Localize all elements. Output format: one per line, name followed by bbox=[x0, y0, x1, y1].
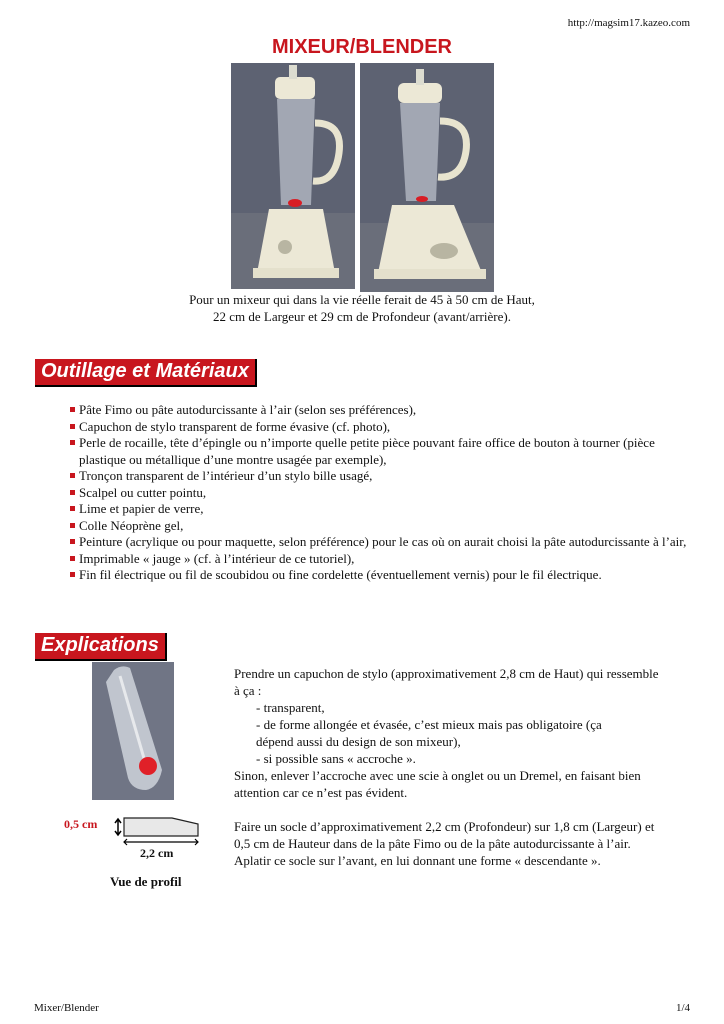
list-item: Lime et papier de verre, bbox=[70, 501, 700, 518]
page-title: MIXEUR/BLENDER bbox=[271, 36, 452, 58]
source-url: http://magsim17.kazeo.com bbox=[567, 17, 690, 29]
list-item: Fin fil électrique ou fil de scoubidou ou fine cordelette (éventuellement vernis) pour le fil électrique. bbox=[70, 567, 700, 584]
bullet-no-clip: - si possible sans « accroche ». bbox=[256, 751, 416, 766]
paragraph: Aplatir ce socle sur l’avant, en lui donnant une forme « descendante ». bbox=[234, 853, 601, 868]
materials-list bbox=[70, 402, 700, 584]
depth-label: 2,2 cm bbox=[140, 846, 174, 860]
list-item: Pâte Fimo ou pâte autodurcissante à l’air (selon ses préférences), bbox=[70, 402, 700, 419]
bullet-shape: - de forme allongée et évasée, c’est mieux mais pas obligatoire (ça bbox=[256, 717, 602, 732]
list-item: Capuchon de stylo transparent de forme évasive (cf. photo), bbox=[70, 419, 700, 436]
blender-photo-angle bbox=[360, 63, 494, 292]
height-label: 0,5 cm bbox=[64, 817, 98, 831]
list-item: Colle Néoprène gel, bbox=[70, 518, 700, 535]
caption-line-1: Pour un mixeur qui dans la vie réelle ferait de 45 à 50 cm de Haut, bbox=[189, 292, 535, 307]
list-item: Imprimable « jauge » (cf. à l’intérieur de ce tutoriel), bbox=[70, 551, 700, 568]
list-item: Scalpel ou cutter pointu, bbox=[70, 485, 700, 502]
explanations-text bbox=[234, 665, 664, 869]
profile-caption: Vue de profil bbox=[110, 874, 182, 889]
caption-line-2: 22 cm de Largeur et 29 cm de Profondeur (avant/arrière). bbox=[213, 309, 511, 324]
bullet-transparent: - transparent, bbox=[256, 700, 325, 715]
explanations-heading: Explications bbox=[35, 633, 167, 661]
page-number: 1/4 bbox=[675, 1002, 690, 1014]
materials-heading: Outillage et Matériaux bbox=[35, 359, 257, 387]
paragraph: Faire un socle d’approximativement 2,2 cm (Profondeur) sur 1,8 cm (Largeur) et 0,5 cm de Hauteur dans de la pâte Fimo ou de la pâte autodurcissante à l’air. bbox=[234, 819, 655, 851]
list-item: Tronçon transparent de l’intérieur d’un stylo bille usagé, bbox=[70, 468, 700, 485]
footer-title: Mixer/Blender bbox=[34, 1002, 99, 1014]
paragraph: Prendre un capuchon de stylo (approximativement 2,8 cm de Haut) qui ressemble à ça : bbox=[234, 666, 659, 698]
blender-photo-front bbox=[231, 63, 355, 289]
pen-cap-photo bbox=[92, 662, 174, 800]
bullet-shape-cont: dépend aussi du design de son mixeur), bbox=[256, 734, 461, 749]
paragraph: Sinon, enlever l’accroche avec une scie à onglet ou un Dremel, en faisant bien attention car ce n’est pas évident. bbox=[234, 768, 641, 800]
profile-diagram bbox=[64, 810, 210, 892]
list-item: Peinture (acrylique ou pour maquette, selon préférence) pour le cas où on aurait choisi la pâte autodurcissante à l’air, bbox=[70, 534, 700, 551]
photo-caption bbox=[120, 291, 604, 325]
list-item: Perle de rocaille, tête d’épingle ou n’importe quelle petite pièce pouvant faire office de bouton à tourner (pièce plastique ou métallique d’une montre usagée par exemple), bbox=[70, 435, 700, 468]
